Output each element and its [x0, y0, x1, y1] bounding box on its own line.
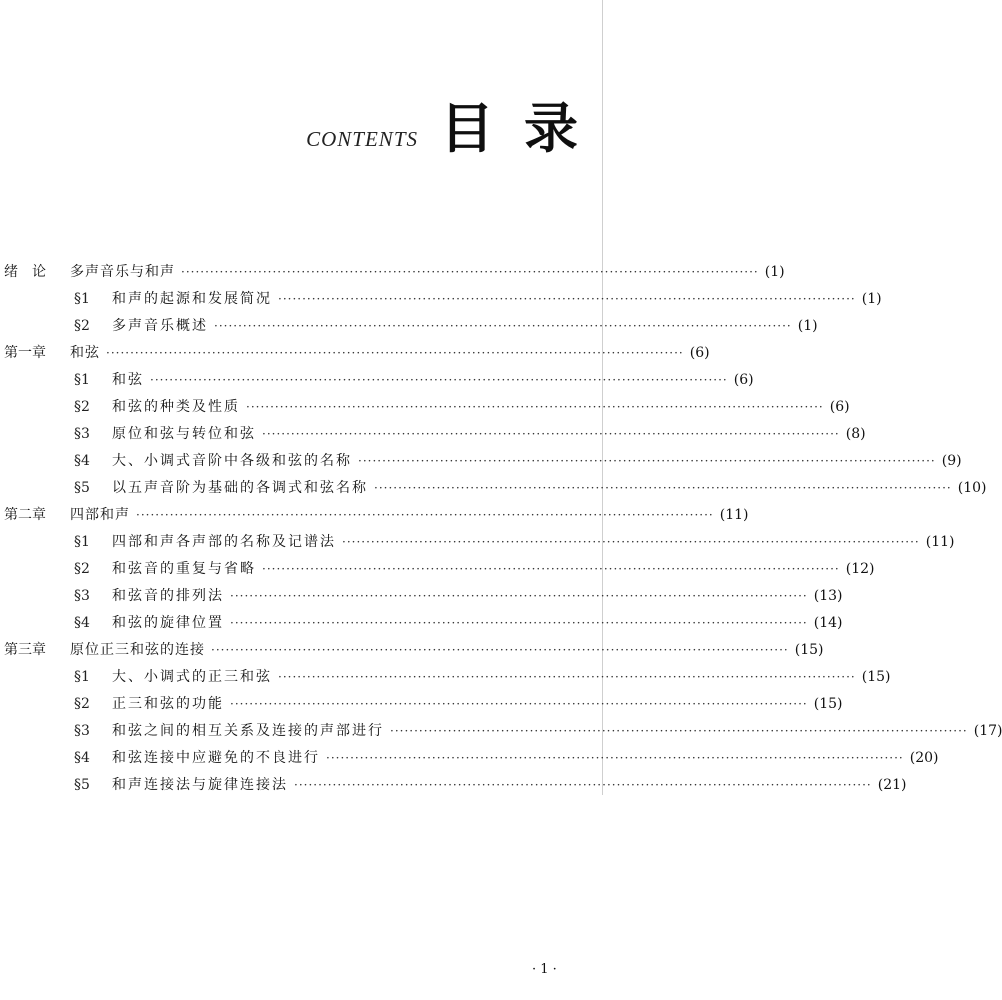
- toc-entry-line: [74, 394, 850, 421]
- section-number: §2: [74, 696, 90, 712]
- section-title: 和声连接法与旋律连接法: [112, 777, 288, 793]
- toc-entry-line: [74, 664, 891, 691]
- page-reference: (6): [689, 345, 710, 361]
- section-title: 以五声音阶为基础的各调式和弦名称: [112, 480, 368, 496]
- dot-leader: ························································································································: [358, 454, 936, 468]
- toc-entry-line: [74, 691, 843, 718]
- dot-leader: ························································································································: [374, 481, 952, 495]
- toc-section-row[interactable]: [0, 691, 843, 718]
- toc-chapter-row[interactable]: [0, 502, 749, 529]
- toc-entry-line: [74, 610, 843, 637]
- chapter-title: 原位正三和弦的连接: [70, 642, 205, 658]
- page-reference: (11): [719, 507, 749, 523]
- toc-entry-line: [74, 772, 907, 799]
- page-number: · 1 ·: [532, 962, 557, 977]
- page-reference: (13): [813, 588, 843, 604]
- dot-leader: ························································································································: [106, 346, 684, 360]
- section-title: 和弦连接中应避免的不良进行: [112, 750, 320, 766]
- section-title: 大、小调式的正三和弦: [112, 669, 272, 685]
- toc-section-row[interactable]: [0, 610, 843, 637]
- dot-leader: ························································································································: [181, 265, 759, 279]
- dot-leader: ························································································································: [262, 427, 840, 441]
- dot-leader: ························································································································: [278, 670, 856, 684]
- toc-section-row[interactable]: [0, 367, 754, 394]
- toc-section-row[interactable]: [0, 664, 891, 691]
- chapter-label: 第二章: [4, 507, 46, 523]
- section-number: §3: [74, 588, 90, 604]
- page-reference: (6): [733, 372, 754, 388]
- section-title: 和弦的旋律位置: [112, 615, 224, 631]
- toc-section-row[interactable]: [0, 448, 962, 475]
- toc-section-row[interactable]: [0, 421, 866, 448]
- toc-entry-line: [70, 502, 749, 529]
- dot-leader: ························································································································: [230, 589, 808, 603]
- page-reference: (15): [813, 696, 843, 712]
- page-reference: (1): [797, 318, 818, 334]
- dot-leader: ························································································································: [342, 535, 920, 549]
- section-title: 和声的起源和发展简况: [112, 291, 272, 307]
- dot-leader: ························································································································: [230, 697, 808, 711]
- dot-leader: ························································································································: [230, 616, 808, 630]
- section-number: §3: [74, 426, 90, 442]
- toc-section-row[interactable]: [0, 772, 907, 799]
- section-number: §4: [74, 750, 90, 766]
- dot-leader: ························································································································: [214, 319, 792, 333]
- chapter-label: 第三章: [4, 642, 46, 658]
- toc-entry-line: [74, 556, 875, 583]
- toc-section-row[interactable]: [0, 556, 875, 583]
- toc-entry-line: [74, 286, 882, 313]
- toc-chapter-row[interactable]: [0, 637, 824, 664]
- toc-chapter-row[interactable]: [0, 259, 785, 286]
- section-number: §5: [74, 777, 90, 793]
- section-number: §1: [74, 372, 90, 388]
- section-title: 和弦音的排列法: [112, 588, 224, 604]
- page-reference: (11): [925, 534, 955, 550]
- section-title: 大、小调式音阶中各级和弦的名称: [112, 453, 352, 469]
- toc-entry-line: [74, 529, 955, 556]
- dot-leader: ························································································································: [246, 400, 824, 414]
- toc-entry-line: [74, 745, 939, 772]
- toc-section-row[interactable]: [0, 475, 987, 502]
- dot-leader: ························································································································: [150, 373, 728, 387]
- toc-entry-line: [74, 583, 843, 610]
- page-reference: (15): [861, 669, 891, 685]
- section-title: 正三和弦的功能: [112, 696, 224, 712]
- toc-section-row[interactable]: [0, 583, 843, 610]
- chapter-title: 四部和声: [70, 507, 130, 523]
- page-reference: (1): [861, 291, 882, 307]
- toc-entry-line: [74, 313, 818, 340]
- toc-entry-line: [74, 421, 866, 448]
- page-reference: (9): [941, 453, 962, 469]
- section-title: 和弦之间的相互关系及连接的声部进行: [112, 723, 384, 739]
- section-title: 多声音乐概述: [112, 318, 208, 334]
- page-reference: (12): [845, 561, 875, 577]
- page-reference: (10): [957, 480, 987, 496]
- page-reference: (1): [764, 264, 785, 280]
- section-number: §4: [74, 453, 90, 469]
- dot-leader: ························································································································: [211, 643, 789, 657]
- page-reference: (14): [813, 615, 843, 631]
- page-reference: (20): [909, 750, 939, 766]
- toc-entry-line: [70, 259, 785, 286]
- dot-leader: ························································································································: [390, 724, 968, 738]
- toc-entry-line: [70, 340, 710, 367]
- section-number: §1: [74, 291, 90, 307]
- section-title: 和弦的种类及性质: [112, 399, 240, 415]
- toc-entry-line: [74, 448, 962, 475]
- dot-leader: ························································································································: [278, 292, 856, 306]
- table-of-contents: [0, 259, 1002, 799]
- toc-section-row[interactable]: [0, 745, 939, 772]
- section-title: 原位和弦与转位和弦: [112, 426, 256, 442]
- page-reference: (6): [829, 399, 850, 415]
- page-reference: (8): [845, 426, 866, 442]
- section-number: §5: [74, 480, 90, 496]
- toc-section-row[interactable]: [0, 394, 850, 421]
- section-title: 四部和声各声部的名称及记谱法: [112, 534, 336, 550]
- toc-entry-line: [74, 718, 1002, 745]
- page-reference: (15): [794, 642, 824, 658]
- toc-chapter-row[interactable]: [0, 340, 710, 367]
- toc-section-row[interactable]: [0, 529, 955, 556]
- section-number: §2: [74, 318, 90, 334]
- toc-section-row[interactable]: [0, 313, 818, 340]
- dot-leader: ························································································································: [262, 562, 840, 576]
- section-number: §4: [74, 615, 90, 631]
- section-title: 和弦: [112, 372, 144, 388]
- contents-label: CONTENTS: [306, 127, 418, 151]
- dot-leader: ························································································································: [326, 751, 904, 765]
- chapter-label: 绪 论: [4, 264, 46, 280]
- toc-section-row[interactable]: [0, 718, 1002, 745]
- dot-leader: ························································································································: [136, 508, 714, 522]
- toc-header: [306, 97, 608, 160]
- page-title: 目录: [440, 97, 608, 160]
- page-reference: (21): [877, 777, 907, 793]
- toc-section-row[interactable]: [0, 286, 882, 313]
- section-number: §1: [74, 534, 90, 550]
- section-number: §2: [74, 399, 90, 415]
- toc-entry-line: [74, 475, 987, 502]
- section-number: §3: [74, 723, 90, 739]
- section-number: §1: [74, 669, 90, 685]
- toc-entry-line: [74, 367, 754, 394]
- dot-leader: ························································································································: [294, 778, 872, 792]
- section-number: §2: [74, 561, 90, 577]
- chapter-title: 和弦: [70, 345, 100, 361]
- chapter-label: 第一章: [4, 345, 46, 361]
- section-title: 和弦音的重复与省略: [112, 561, 256, 577]
- toc-entry-line: [70, 637, 824, 664]
- chapter-title: 多声音乐与和声: [70, 264, 175, 280]
- page-reference: (17): [973, 723, 1002, 739]
